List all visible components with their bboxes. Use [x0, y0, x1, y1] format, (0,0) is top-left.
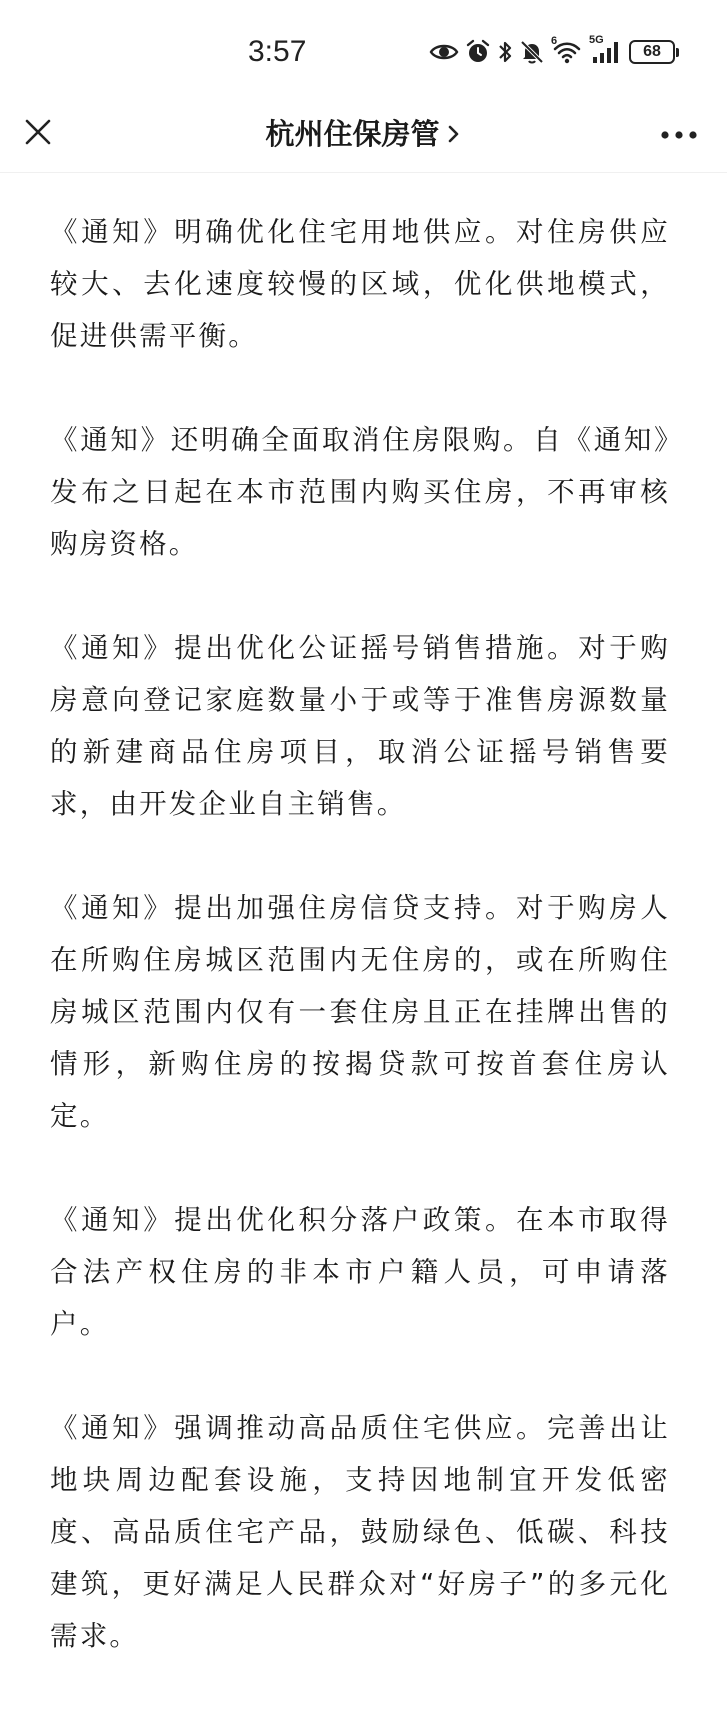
alarm-icon — [465, 39, 491, 65]
network-label: 5G — [589, 34, 604, 46]
article-paragraph: 《通知》提出优化积分落户政策。在本市取得合法产权住房的非本市户籍人员，可申请落户。 — [50, 1204, 670, 1340]
status-icons — [429, 34, 675, 66]
status-time: 3:57 — [248, 35, 307, 68]
more-button[interactable] — [655, 114, 703, 154]
wifi-6-icon — [551, 35, 583, 65]
article-paragraph: 《通知》提出优化公证摇号销售措施。对于购房意向登记家庭数量小于或等于准售房源数量的新建商品住房项目，取消公证摇号销售要求，由开发企业自主销售。 — [50, 632, 670, 820]
mute-icon — [519, 39, 545, 65]
bluetooth-icon — [497, 39, 513, 65]
article-paragraph: 《通知》提出加强住房信贷支持。对于购房人在所购住房城区范围内无住房的，或在所购住房城区范围内仅有一套住房且正在挂牌出售的情形，新购住房的按揭贷款可按首套住房认定。 — [50, 892, 670, 1132]
nav-bar — [0, 100, 727, 173]
signal-5g-icon — [589, 34, 623, 65]
battery-indicator: 68 — [629, 40, 675, 64]
page-title: 杭州住保房管 — [265, 117, 440, 151]
article-paragraph: 《通知》明确优化住宅用地供应。对住房供应较大、去化速度较慢的区域，优化供地模式，促进供需平衡。 — [50, 216, 670, 352]
chevron-right-icon — [446, 116, 462, 156]
article-paragraph: 《通知》还明确全面取消住房限购。自《通知》发布之日起在本市范围内购买住房，不再审核购房资格。 — [50, 424, 670, 560]
account-title-link[interactable] — [0, 114, 727, 156]
more-icon — [659, 125, 699, 144]
article-paragraph: 《通知》强调推动高品质住宅供应。完善出让地块周边配套设施，支持因地制宜开发低密度、高品质住宅产品，鼓励绿色、低碳、科技建筑，更好满足人民群众对“好房子”的多元化需求。 — [50, 1412, 670, 1652]
status-bar — [0, 0, 727, 100]
eye-icon — [429, 41, 459, 63]
wifi-6-label: 6 — [551, 35, 558, 47]
article-body — [50, 206, 670, 1714]
